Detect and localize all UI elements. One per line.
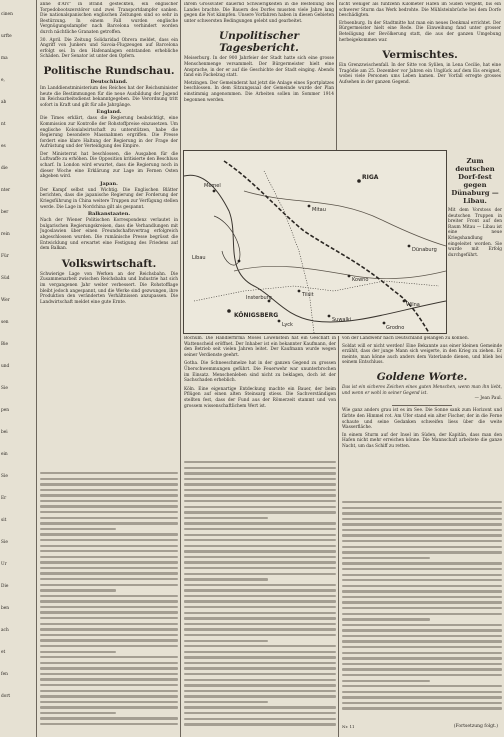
quote-author: — Jean Paul.	[474, 396, 502, 402]
text-line	[342, 657, 502, 659]
strip-word: Bie	[1, 342, 9, 347]
text-line	[184, 483, 336, 485]
section-headline-vermischtes: Vermischtes.	[382, 49, 458, 62]
text-line	[342, 702, 502, 704]
map-place-label: KÖNIGSBERG	[234, 312, 279, 319]
text-line	[342, 618, 430, 620]
text-line	[40, 472, 178, 474]
map-place-label: Tilsit	[302, 292, 314, 298]
text-line	[342, 574, 502, 576]
text-line	[342, 635, 502, 637]
strip-word: Er	[1, 496, 7, 501]
text-line	[40, 595, 178, 597]
strip-word: e,	[1, 78, 5, 83]
text-line	[184, 718, 336, 720]
text-line	[342, 613, 502, 615]
text-line	[184, 662, 336, 664]
coastline	[184, 175, 446, 322]
text-line	[342, 579, 502, 581]
quote: Das ist ein sicheres Zeichen eines guten Menschen, wenn man ihn liebt, und wenn er wohl in seiner Gegend ist.	[342, 384, 502, 396]
strip-word: sit	[1, 518, 7, 523]
text-line	[40, 656, 178, 658]
article-erbsenburg: Erbsenburg. In der Stadtmitte hat man ein neues Denkmal errichtet. Der Bürgermeister hielt eine Rede. Die Einweihung fand unter grosser Beteiligung der Bevölkerung statt, die aus der ganzen Umgebung herbeigekommen war.	[339, 20, 501, 43]
text-line	[184, 723, 336, 725]
map-place-label: Dünaburg	[412, 247, 437, 253]
text-line	[40, 567, 178, 569]
text-line	[184, 500, 336, 502]
map-place-label: Lyck	[282, 322, 293, 328]
map-place-label: Mitau	[312, 207, 326, 213]
map-place-label: Suwalki	[332, 317, 352, 323]
strip-word: ben	[1, 606, 10, 611]
text-line	[184, 517, 268, 519]
strip-word: Die	[1, 584, 9, 589]
text-line	[342, 557, 430, 559]
subhead-japan: Japan.	[100, 180, 118, 187]
continuation-note: (Fortsetzung folgt.)	[453, 724, 498, 729]
story-paragraph-2: In einem Sturm auf der Insel im Süden, der Kapitän, dass man den Hafen nicht mehr erreichen könne. Die Mannschaft arbeitete die ganze Nacht, um das Schiff zu retten.	[342, 432, 502, 449]
column-2-lower	[184, 336, 336, 736]
text-line	[342, 529, 502, 531]
strip-word: Wer	[1, 298, 10, 303]
section-headline-volkswirtschaft: Volkswirtschaft.	[61, 257, 157, 270]
text-line	[184, 640, 268, 642]
text-line	[184, 690, 336, 692]
strip-word: die	[1, 166, 8, 171]
text-line	[40, 528, 116, 530]
text-line	[40, 717, 178, 719]
article-japan: Der Kampf selbst und Wichtig. Die Englischen Blätter berichten, dass die japanische Regierung der Forderung der Kriegsführung in China weitere Truppen zur Verfügung stellen werde. Die Lage in Nordchina gilt als gespannt.	[40, 187, 178, 210]
text-line	[40, 600, 178, 602]
text-line	[40, 545, 178, 547]
text-line	[40, 584, 178, 586]
column-rule	[36, 0, 37, 737]
text-line	[40, 539, 178, 541]
strip-word: bei	[1, 430, 8, 435]
column-rule	[338, 336, 339, 737]
text-line	[184, 684, 336, 686]
text-line	[342, 507, 502, 509]
text-line	[40, 684, 178, 686]
section-headline-goldene-worte: Goldene Worte.	[376, 370, 468, 383]
text-line	[40, 511, 178, 513]
text-line	[342, 680, 430, 682]
article-volkswirtschaft: Schwierige Lage von Werken an der Reichsbahn. Die Zusammenarbeit zwischen Reichsbahn und Industrie hat sich im vergangenen Jahr weiter verbessert. Die Rohstofflage bleibt jedoch angespannt, und die Werke sind gezwungen, ihre Produktion den veränderten Verhältnissen anzupassen. Die Landwirtschaft meldet eine gute Ernte.	[40, 271, 178, 305]
text-line	[342, 646, 502, 648]
text-line	[342, 696, 502, 698]
text-line	[184, 467, 336, 469]
text-line	[342, 685, 502, 687]
strip-word: nter	[1, 188, 11, 193]
body-text-lines	[342, 501, 502, 713]
article-landwehr: von der Landwehr nach Deutschland gelangen zu können.	[342, 336, 469, 341]
map-place-label: Insterburg	[246, 295, 272, 301]
text-line	[40, 572, 178, 574]
text-line	[40, 617, 178, 619]
article-grenzzwischenfall: Ein Grenzzwischenfall. In der Sitte von Sylilen, in Lena Cecilie, hat eine Tragödie am 25. Dezember vor Jahren ein Unglück auf dem Eis ereignet, wobei viele Personen ums Leben kamen. Der Vorfall erregte grosses Aufsehen in der ganzen Gegend.	[339, 63, 501, 85]
map-place-label: Kowno	[352, 277, 369, 283]
text-line	[184, 528, 336, 530]
text-line	[184, 589, 336, 591]
article-bochum: Bochum. Die Händlerfirma Moses Löwenstein hat ein Geschäft in Wattenscheid eröffnet. Der Inhaber ist ein bekannter Kaufmann, der den Betrieb seit vielen Jahren leitet. Der Kaufmann wurde wegen seiner Verdienste geehrt.	[184, 336, 336, 358]
text-line	[184, 522, 336, 524]
text-line	[184, 623, 336, 625]
text-line	[184, 628, 336, 630]
text-line	[342, 607, 502, 609]
text-line	[184, 673, 336, 675]
river-memel	[234, 266, 446, 278]
article-balkan: Nach der Wiener Politischen Korrespondenz verlautet in bulgarischen Regierungskreisen, dass die Verhandlungen mit Jugoslawien über einen Freundschaftsvertrag erfolgreich abgeschlossen wurden. Die rumänische Presse begrüsst die Entwicklung und erwartet eine Festigung des Friedens auf dem Balkan.	[40, 218, 178, 252]
map-caption: Mit dem Vorstoss der deutschen Truppen in breiter Front auf den Raum Mitau — Libau ist eine neue Kriegshandlung eingeleitet worden. Sie wurde mit Erfolg durchgeführt.	[448, 208, 502, 258]
river-duena	[244, 191, 446, 246]
map-place-label: Libau	[192, 255, 206, 261]
text-line	[40, 478, 178, 480]
text-line	[40, 706, 178, 708]
story-paragraph: Wie ganz anders grau ist es im See. Die Sonne sank zum Horizont und färbte den Himmel rot. Am Ufer stand ein alter Fischer, der in die Ferne schaute und seine Gedanken schweifen liess über die weite Wasserfläche.	[342, 408, 502, 431]
text-line	[184, 511, 336, 513]
strip-word: ein	[1, 452, 8, 457]
text-line	[184, 534, 336, 536]
text-line	[40, 678, 178, 680]
text-line	[342, 540, 502, 542]
map-place-label: Grodno	[386, 325, 405, 331]
text-line	[40, 505, 178, 507]
strip-word: ma	[1, 56, 8, 61]
text-line	[342, 674, 502, 676]
text-line	[184, 634, 336, 636]
article-england-2: Der Ministerrat hat beschlossen, die Ausgaben für die Luftwaffe zu erhöhen. Die Opposition kritisierte den Beschluss scharf. In London wird erwartet, dass die Regierung noch in dieser Woche eine Erklärung zur Lage im Fernen Osten abgeben wird.	[40, 151, 178, 180]
text-line	[40, 589, 116, 591]
strip-word: et	[1, 650, 6, 655]
text-line	[184, 645, 336, 647]
strip-word: fen	[1, 672, 8, 677]
map-place-label: Wilna	[406, 302, 420, 308]
strip-word: ab	[1, 100, 7, 105]
left-column-fragment	[0, 0, 34, 737]
text-line	[40, 690, 178, 692]
subhead-england: England.	[96, 109, 122, 116]
text-line	[40, 494, 178, 496]
article-gotha: Gotha. Die Schneeschmelze hat in der ganzen Gegend zu grossen Überschwemmungen geführt. Die Feuerwehr war ununterbrochen im Einsatz. Menschenleben sind nicht zu beklagen, doch ist der Sachschaden erheblich.	[184, 361, 336, 384]
text-line	[342, 629, 502, 631]
strip-word: Ur	[1, 562, 7, 567]
column-rule	[336, 0, 337, 150]
strip-word: cinen	[1, 12, 13, 17]
text-line	[40, 662, 178, 664]
text-line	[184, 656, 336, 658]
text-line	[184, 667, 336, 669]
text-line	[342, 501, 502, 503]
text-line	[40, 611, 178, 613]
strip-word: und	[1, 364, 10, 369]
text-line	[184, 584, 336, 586]
subhead-deutschland: Deutschland.	[90, 78, 128, 85]
text-line	[184, 567, 336, 569]
map-drawing	[184, 151, 446, 333]
strip-word: ach	[1, 628, 9, 633]
strip-word: ber	[1, 210, 9, 215]
text-line	[40, 634, 178, 636]
col1-intro: anne d'Arc" in Brand gesteckten, ein englischer Torpedobootszerstörer und zwei Transportdampfer sanken. Die nationalspanischen englischen Zeitungen sind so sehr in Bestürzung. In einem Fall wurden englische Vergnügungsdampfer nach Barcelona verhindert worden durch nächtliche Granaten getroffen.	[40, 2, 178, 35]
text-line	[40, 695, 178, 697]
map-place-label: RIGA	[362, 174, 379, 181]
text-line	[40, 483, 178, 485]
text-line	[184, 617, 336, 619]
front-line	[224, 161, 429, 333]
text-line	[40, 550, 178, 552]
strip-word: Sie	[1, 474, 8, 479]
text-line	[342, 668, 502, 670]
text-line	[342, 568, 502, 570]
strip-word: nt	[1, 122, 6, 127]
strip-word: pen	[1, 408, 10, 413]
map-heading: Zum deutschen Dorf-fest gegen Dünaburg — Libau.	[451, 157, 499, 205]
text-line	[184, 573, 336, 575]
text-line	[184, 556, 336, 558]
text-line	[184, 489, 336, 491]
text-line	[40, 533, 178, 535]
text-line	[40, 522, 178, 524]
strip-word: Sie	[1, 540, 8, 545]
map-sidebar	[448, 157, 502, 332]
railway	[264, 171, 314, 333]
text-line	[342, 551, 502, 553]
text-line	[40, 606, 178, 608]
text-line	[40, 578, 178, 580]
strip-word: urfte	[1, 34, 12, 39]
text-line	[342, 585, 502, 587]
text-line	[40, 500, 178, 502]
strip-word: dort	[1, 694, 11, 699]
col1-intro-2: 30. April. Die Zeitung Solidaridad Obrera meldet, dass ein Angriff von Junkers und Savoia-Flugzeugen auf Barcelona erfolgt sei. In den Hafenanlagen entstanden erhebliche Schäden. Der Senator ist unter den Opfern.	[40, 37, 178, 60]
text-line	[184, 701, 268, 703]
text-line	[40, 628, 178, 630]
text-line	[40, 667, 178, 669]
text-line	[342, 652, 502, 654]
article-metzingen: Metzingen. Der Gemeinderat hat jetzt die Anlage eines Sportplatzes beschlossen. In dem Sitzungssaal der Gemeinde wurde der Plan einstimmig angenommen. Die Arbeiten sollen im Sommer 1914 begonnen werden.	[184, 80, 334, 103]
article-koeln: Köln. Eine eigenartige Entdeckung machte ein Bauer, der beim Pflügen auf einen alten Steinsarg stiess. Die Sachverständigen stellten fest, dass der Fund aus der Römerzeit stammt und von grossem wissenschaftlichem Wert ist.	[184, 386, 336, 409]
text-line	[342, 707, 502, 709]
body-text-lines	[184, 461, 336, 729]
text-line	[342, 601, 502, 603]
text-line	[40, 639, 178, 641]
text-line	[40, 517, 178, 519]
text-line	[184, 595, 336, 597]
text-line	[40, 561, 178, 563]
article-england: Die Times erklärt, dass die Regierung beabsichtigt, eine Kommission zur Kontrolle der Rohstoffpreise einzusetzen. Um englische Kolonialwirtschaft zu unterstützen, habe die Regierung besondere Massnahmen ergriffen. Die Presse fordert eine klare Haltung der Regierung in der Frage der Aufrüstung und der Verteidigung des Empire.	[40, 116, 178, 150]
text-line	[184, 679, 336, 681]
divider	[392, 405, 452, 406]
text-line	[184, 545, 336, 547]
article-meiserburg: Meiserburg. In der 900 Jahrfeier der Stadt hatte sich eine grosse Menschenmenge versammelt. Der Bürgermeister hielt eine Ansprache, in der er auf die Geschichte der Stadt einging. Abends fand ein Fackelzug statt.	[184, 56, 334, 79]
article-deutschland: Im Landdienstministerium des Reiches hat der Reichsminister heute die Bestimmungen für die neue Ausbildung der Jugend im Reichsarbeitsdienst bekanntgegeben. Die Verordnung tritt sofort in Kraft und gilt für alle Jahrgänge.	[40, 85, 178, 108]
col3-intro: nicht weniger als fünfzehn Kilometer Hafen im Süden vergeht, bis ein schwerer Sturm das Werk bedrohte. Die Mühlsteinbrüche bei dem Dorfe beschädigten.	[339, 2, 501, 19]
text-line	[342, 523, 502, 525]
col2-intro: ihrem Grossvater dauernd Schwierigkeiten in die Bestellung des Landes brachte. Die Bauern des Dorfes mussten viele Jahre lang gegen die Not kämpfen. Unsere Vorfahren haben in diesen Gebieten unter schwersten Bedingungen gelebt und gearbeitet.	[184, 2, 334, 24]
text-line	[40, 645, 178, 647]
strip-word: rein	[1, 232, 10, 237]
map-place-label: Memel	[204, 183, 221, 189]
page-number: Nr. 11	[342, 724, 355, 729]
strip-word: sen	[1, 320, 9, 325]
column-3-upper	[339, 2, 501, 152]
text-line	[184, 472, 336, 474]
text-line	[184, 478, 336, 480]
strip-word: es	[1, 144, 6, 149]
text-line	[184, 606, 336, 608]
text-line	[342, 624, 502, 626]
lagoon	[214, 216, 240, 265]
article-soldat: Soldat will er nicht werden! Eine Bekannte aus einer kleinen Gemeinde erzählt, dass der junge Mann sich weigerte, in den Krieg zu ziehen. Er meinte, man könne auch anders dem Vaterlande dienen, und blieb bei seinem Entschluss.	[342, 343, 502, 366]
text-line	[342, 640, 502, 642]
text-line	[184, 651, 336, 653]
subhead-balkan: Balkanstaaten.	[87, 211, 131, 218]
column-1	[40, 2, 178, 735]
strip-word: Für	[1, 254, 9, 259]
text-line	[184, 578, 268, 580]
text-line	[40, 623, 178, 625]
text-line	[342, 562, 502, 564]
column-2-upper	[184, 2, 334, 162]
text-line	[342, 546, 502, 548]
text-line	[184, 600, 336, 602]
text-line	[40, 556, 178, 558]
section-headline-tagesbericht: Unpolitischer Tagesbericht.	[218, 30, 300, 55]
text-line	[184, 550, 336, 552]
text-line	[184, 712, 336, 714]
text-line	[184, 461, 336, 463]
text-line	[40, 712, 116, 714]
strip-word: Süd	[1, 276, 10, 281]
text-line	[40, 723, 178, 725]
text-line	[342, 518, 502, 520]
section-headline-politik: Politische Rundschau.	[43, 64, 175, 77]
text-line	[184, 612, 336, 614]
text-line	[342, 691, 502, 693]
text-line	[184, 494, 336, 496]
text-line	[184, 539, 336, 541]
text-line	[342, 512, 502, 514]
text-line	[40, 489, 178, 491]
column-3-lower	[342, 336, 502, 736]
left-strip-words	[0, 0, 34, 708]
text-line	[342, 596, 502, 598]
text-line	[184, 561, 336, 563]
strip-word: Sie	[1, 386, 8, 391]
text-line	[342, 590, 502, 592]
text-line	[40, 673, 178, 675]
text-line	[40, 651, 116, 653]
text-line	[184, 695, 336, 697]
text-line	[184, 506, 336, 508]
column-rule	[180, 0, 181, 737]
body-text-lines	[40, 472, 178, 729]
text-line	[342, 534, 502, 536]
map-figure	[183, 150, 447, 334]
text-line	[184, 706, 336, 708]
text-line	[342, 663, 502, 665]
text-line	[40, 701, 178, 703]
